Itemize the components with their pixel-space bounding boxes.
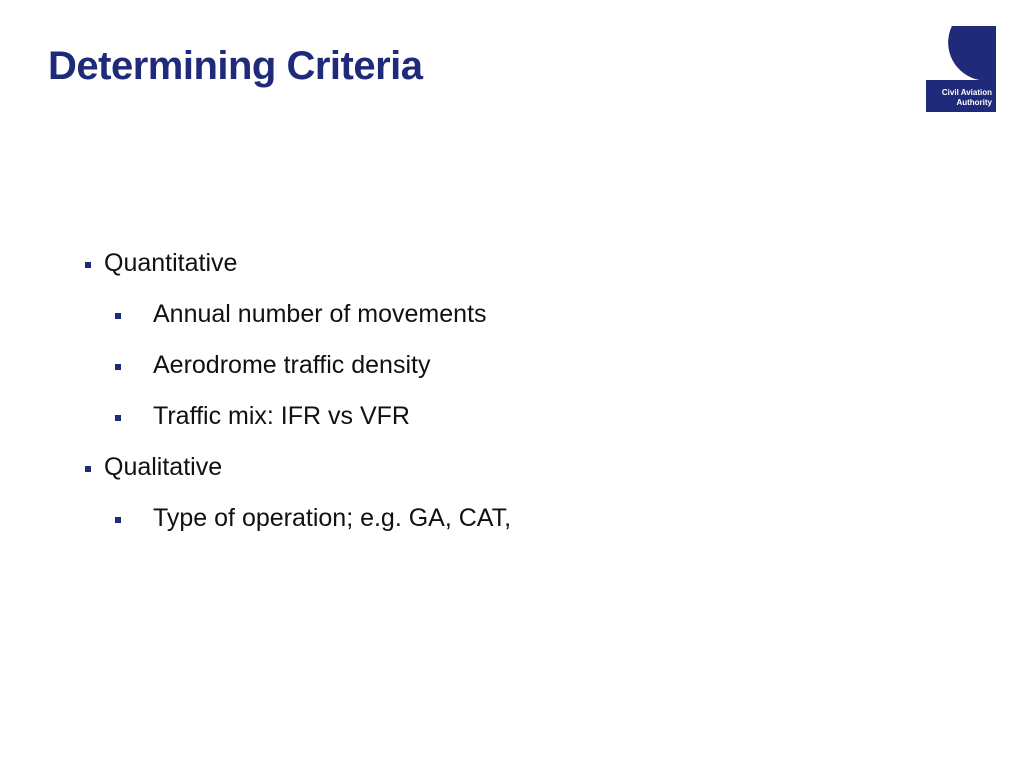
bullet-marker (85, 262, 91, 268)
bullet-marker (115, 415, 121, 421)
bullet-annual-movements: Annual number of movements (153, 300, 487, 328)
bullet-marker (115, 313, 121, 319)
bullet-quantitative: Quantitative (104, 249, 238, 277)
bullet-qualitative: Qualitative (104, 453, 223, 481)
logo-text-line1: Civil Aviation (941, 88, 992, 97)
bullet-marker (115, 364, 121, 370)
bullet-marker (115, 517, 121, 523)
bullet-traffic-density: Aerodrome traffic density (153, 351, 431, 379)
bullet-marker (85, 466, 91, 472)
slide-title: Determining Criteria (48, 44, 423, 88)
bullet-traffic-mix: Traffic mix: IFR vs VFR (153, 402, 410, 430)
bullet-operation-type: Type of operation; e.g. GA, CAT, (153, 504, 512, 532)
logo-text-line2: Authority (956, 98, 992, 107)
